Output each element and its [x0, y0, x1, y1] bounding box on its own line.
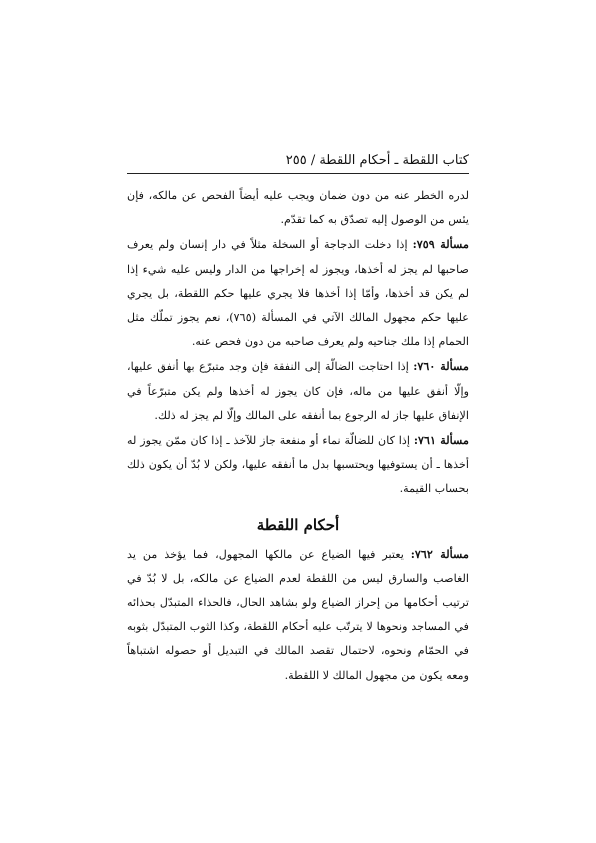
paragraph-text: إذا احتاجت الضالّة إلى النفقة فإن وجد متبرّع بها أنفق عليها، وإلّا أنفق عليها من ماله، فإن كان يجوز له أخذها ولم يكن متبرّعاً في الإنفاق عليها جاز له الرجوع بما أنفقه على المالك وإلّا لم يجز له ذلك.	[127, 360, 469, 422]
page-body	[127, 183, 469, 688]
paragraph-continuation	[127, 183, 469, 232]
paragraph-text: إذا كان للضالّة نماء أو منفعة جاز للآخذ ـ إذا كان ممّن يجوز له أخذها ـ أن يستوفيها ويحتسبها بدل ما أنفقه عليها، ولكن لا بُدّ أن يكون ذلك بحساب القيمة.	[127, 434, 469, 496]
section-title: أحكام اللقطة	[256, 515, 340, 534]
issue-number: مسألة ٧٦٢:	[410, 546, 469, 561]
paragraph-issue-761	[127, 428, 469, 502]
issue-number: مسألة ٧٦٠:	[413, 359, 469, 374]
paragraph-issue-759	[127, 232, 469, 354]
issue-number: مسألة ٧٦١:	[413, 433, 469, 448]
paragraph-text: يعتبر فيها الضياع عن مالكها المجهول، فما يؤخذ من يد الغاصب والسارق ليس من اللقطة لعدم الضياع عن مالكه، بل لا بُدّ في ترتيب أحكامها من إحراز الضياع ولو بشاهد الحال، فالحذاء المتبدّل بحذائه في المساجد ونحوها لا يترتّب عليه أحكام اللقطة، وكذا الثوب المتبدّل بثوبه في الحمّام ونحوه، لاحتمال تقصد المالك في التبديل أو حصوله اشتباهاً ومعه يكون من مجهول المالك لا اللقطة.	[127, 547, 469, 682]
paragraph-text: إذا دخلت الدجاجة أو السخلة مثلاً في دار إنسان ولم يعرف صاحبها لم يجز له أخذها، ويجوز له إخراجها من الدار وليس عليه شيء إذا لم يكن قد أخذها، وأمّا إذا أخذها فلا يجري عليها حكم اللقطة، بل يجري عليها حكم مجهول المالك الآتي في المسألة (٧٦٥)، نعم يجوز تملّك مثل الحمام إذا ملك جناحيه ولم يعرف صاحبه من دون فحص عنه.	[127, 238, 469, 349]
header-rule	[127, 173, 469, 174]
issue-number: مسألة ٧٥٩:	[412, 237, 469, 252]
running-header: كتاب اللقطة ـ أحكام اللقطة / ٢٥٥	[285, 153, 469, 168]
paragraph-issue-762	[127, 542, 469, 688]
paragraph-text: لدره الخطر عنه من دون ضمان ويجب عليه أيضاً الفحص عن مالكه، فإن يئس من الوصول إليه تصدّق به كما تقدّم.	[127, 189, 469, 227]
paragraph-issue-760	[127, 354, 469, 428]
